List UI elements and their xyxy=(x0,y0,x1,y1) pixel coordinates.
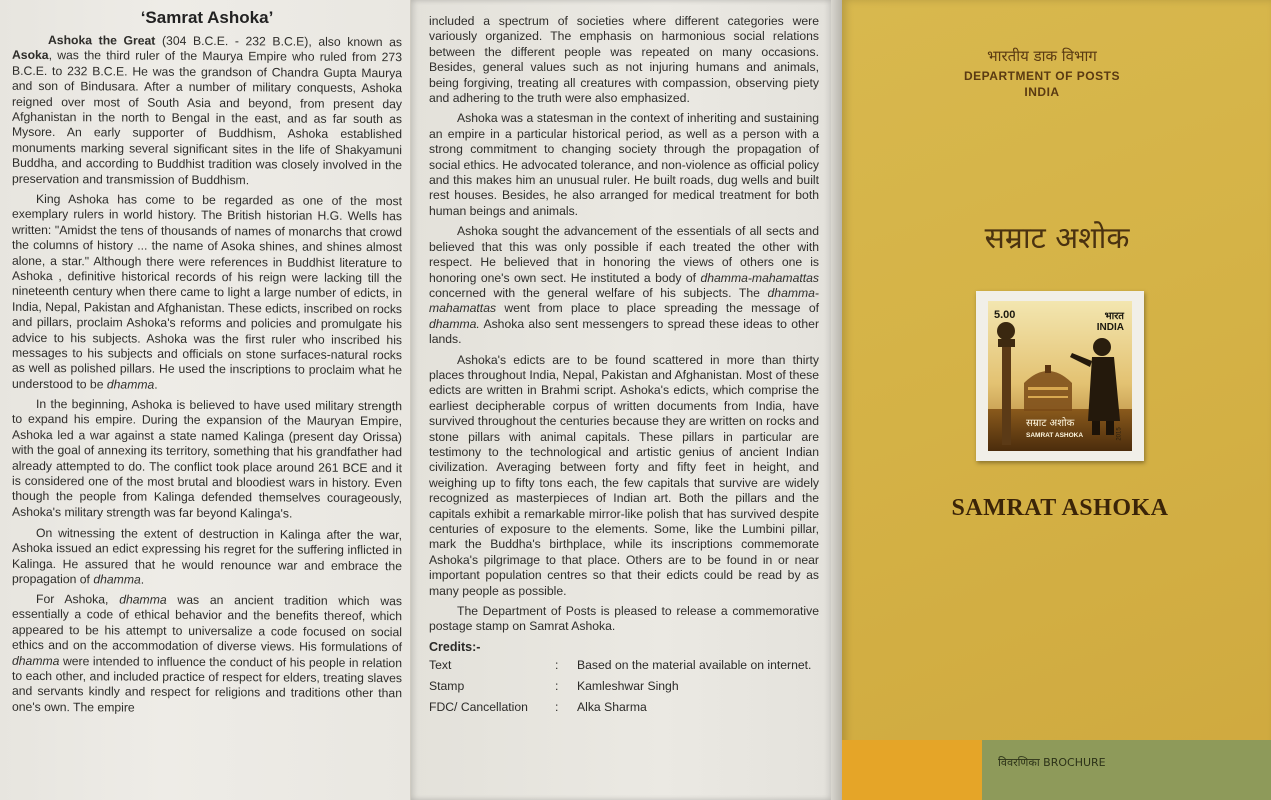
credits-heading: Credits:- xyxy=(429,639,481,654)
paragraph-intro xyxy=(12,33,402,189)
para2-dhamma: dhamma xyxy=(106,377,155,392)
credit-row-fdc xyxy=(429,700,819,715)
para5-mid: was an ancient tradition which was essentially a code of ethical behavior and the benefits thereof, which appeared to be his attempt to universalize a code focused on social ethics and on the accommodation of diverse views. His formulations of xyxy=(12,592,402,655)
credit-value: Alka Sharma xyxy=(577,699,647,714)
para5-dhamma-2: dhamma xyxy=(12,653,60,668)
postage-stamp xyxy=(988,301,1132,451)
credit-label: Stamp xyxy=(429,678,465,693)
para2-end: . xyxy=(154,377,158,392)
left-text-panel xyxy=(0,0,410,800)
term-mahamattas-1: dhamma-mahamattas xyxy=(700,270,819,285)
stamp-label-hindi: सम्राट अशोक xyxy=(1026,418,1075,429)
article-title: ‘Samrat Ashoka’ xyxy=(140,8,274,27)
paragraph-kalinga-war: In the beginning, Ashoka is believed to have used military strength to expand his empire. During the expansion of the Mauryan Empire, Ashoka led a war against a state named Kalinga (present day Orissa) with the goal of annexing its territory, something that his grandfather had already attempted to do. The conflict took place around 261 BCE and it is considered one of the most brutal and bloodiest wars in history. Even though the people from Kalinga defended themselves courageously, Ashoka's military strength was far beyond Kalinga's. xyxy=(12,397,402,521)
credit-row-stamp xyxy=(429,679,819,694)
credit-row-text xyxy=(429,658,819,673)
dates-text: (304 B.C.E. - 232 B.C.E), also known as xyxy=(155,33,403,50)
brochure-label: विवरणिका BROCHURE xyxy=(998,756,1106,769)
lead-name: Ashoka the Great xyxy=(48,33,156,48)
paragraph-edict-regret xyxy=(12,525,402,589)
stamp-country-en: INDIA xyxy=(1096,322,1124,333)
alias-name: Asoka xyxy=(12,48,49,63)
para4-dhamma: dhamma xyxy=(93,572,141,587)
stamp-label-en: SAMRAT ASHOKA xyxy=(1026,432,1084,439)
cover-title-hindi: सम्राट अशोक xyxy=(984,221,1130,256)
paragraph-release: The Department of Posts is pleased to release a commemorative postage stamp on Samrat Ashoka. xyxy=(429,604,819,634)
paragraph-edicts: Ashoka's edicts are to be found scattered in more than thirty places throughout India, Nepal, Pakistan and Afghanistan. Most of these edicts are written in Brahmi script. Ashoka's edicts, which comprise the earliest decipherable corpus of written documents from India, have survived throughout the centuries because they are written on rocks and stone pillars with animal capitals. These pillars in particular are testimony to the technological and artistic genius of ancient Indian civilization. Averaging between forty and fifty feet in height, and weighing up to fifty tons each, the few capitals that survive are widely recognized as masterpieces of Indian art. Both the pillars and the capitals exhibit a remarkable mirror-like polish that has survived despite centuries of exposure to the elements. Some, like the Lumbini pillar, mark the Buddha's birthplace, while its inscriptions commemorate Ashoka's pilgrimage to that place. Others are to be found in or near important population centres so that their edicts could be read by as many people as possible. xyxy=(429,352,819,598)
paragraph-societies: included a spectrum of societies where different categories were variously organized. The emphasis on harmonious social relations between the different people was repeated on many occasions. Besides, general values such as not injuring humans and animals, being forgiving, treating all creatures with compassion, observing piety and adhering to the truth were also emphasized. xyxy=(429,14,819,106)
para5-rest: were intended to influence the conduct of his people in relation to each other, and included practice of respect for elders, treating slaves and servants kindly and respect for religions and traditions other than one's own. The empire xyxy=(12,653,402,715)
stamp-country-hindi: भारत xyxy=(1104,311,1124,322)
para4-end: . xyxy=(140,572,145,587)
para5-start: For Ashoka, xyxy=(36,592,120,607)
intro-rest: , was the third ruler of the Maurya Empire who ruled from 273 B.C.E. to 232 B.C.E. He was the grandson of Chandra Gupta Maurya and son of Bindusara. After a number of military conquests, Ashoka reigned over most of South Asia and beyond, from present day Afghanistan in the north to Bengal in the east, and as far south as Mysore. An early supporter of Buddhism, Ashoka established monuments marking several significant sites in the life of Shakyamuni Buddha, and according to Buddhist tradition was closely involved in the preservation and transmission of Buddhism. xyxy=(12,48,402,187)
dept-name: DEPARTMENT OF POSTS xyxy=(964,69,1120,83)
credit-sep: : xyxy=(555,699,559,714)
credit-label: FDC/ Cancellation xyxy=(429,699,528,714)
credit-sep: : xyxy=(555,657,559,672)
stamp-country xyxy=(1097,311,1124,333)
para3-start: Ashoka sought the advancement of the essentials of all sects and believed that this was only possible if each treated the other with respect. He believed that in honoring the views of others one is honoring one's own sect. He instituted a body of xyxy=(429,224,819,285)
term-dhamma: dhamma. xyxy=(429,316,480,331)
credit-value: Based on the material available on internet. xyxy=(577,657,812,672)
dept-hindi: भारतीय डाक विभाग xyxy=(987,47,1097,65)
para2-text: King Ashoka has come to be regarded as one of the most exemplary rulers in world history. The British historian H.G. Wells has written: "Amidst the tens of thousands of names of monarchs that crowd the columns of history ... the name of Asoka shines, and shines almost alone, a star." Although there were references in Buddhist literature to Ashoka , definitive historical records of his reign were lacking till the nineteenth century when there came to light a large number of edicts, in India, Nepal, Pakistan and Afghanistan. These edicts, inscribed on rocks and pillars, proclaim Ashoka's reforms and policies and promulgate his advice to his subjects. Ashoka was the first ruler who inscribed his messages to his subjects and officials on stone surfaces-natural rocks as well as polished pillars. He used the inscriptions to proclaim what he understood to be xyxy=(12,192,403,392)
stamp-year: 2015 xyxy=(1116,427,1123,441)
para3-mid2: went from place to place spreading the message of xyxy=(496,301,819,316)
paragraph-sects xyxy=(429,224,819,347)
para3-end: Ashoka also sent messengers to spread these ideas to other lands. xyxy=(429,316,819,347)
footer-strip-orange xyxy=(842,740,982,800)
credit-sep: : xyxy=(555,678,559,693)
term-mahamattas-2: dhamma-mahamattas xyxy=(429,285,819,316)
cover-title-en: SAMRAT ASHOKA xyxy=(951,495,1169,521)
para4-text: On witnessing the extent of destruction in Kalinga after the war, Ashoka issued an edict expressing his regret for the suffering inflicted in Kalinga. He assured that he would renounce war and embrace the propagation of xyxy=(12,525,402,587)
fold-gutter xyxy=(831,0,842,800)
dept-country: INDIA xyxy=(1024,85,1060,99)
paragraph-exemplary-ruler xyxy=(12,192,402,395)
footer-strip-green xyxy=(982,740,1271,800)
stamp-mount xyxy=(976,291,1144,461)
credit-value: Kamleshwar Singh xyxy=(577,678,679,693)
paragraph-dhamma xyxy=(12,592,402,718)
department-header xyxy=(952,46,1132,100)
paragraph-statesman: Ashoka was a statesman in the context of inheriting and sustaining an empire in a particular historical period, as well as a person with a strong commitment to changing society through the propagation of social ethics. He advocated tolerance, and non-violence as official policy and this makes him an unusual ruler. He built roads, dug wells and built rest houses. Besides, he also arranged for medical treatment for both human beings and animals. xyxy=(429,111,819,218)
para5-dhamma-1: dhamma xyxy=(119,592,167,607)
middle-text-panel xyxy=(411,0,831,800)
stamp-denomination: 5.00 xyxy=(994,309,1016,321)
para3-mid: concerned with the general welfare of his subjects. The xyxy=(429,285,768,300)
credit-label: Text xyxy=(429,657,452,672)
cover-panel xyxy=(842,0,1271,800)
